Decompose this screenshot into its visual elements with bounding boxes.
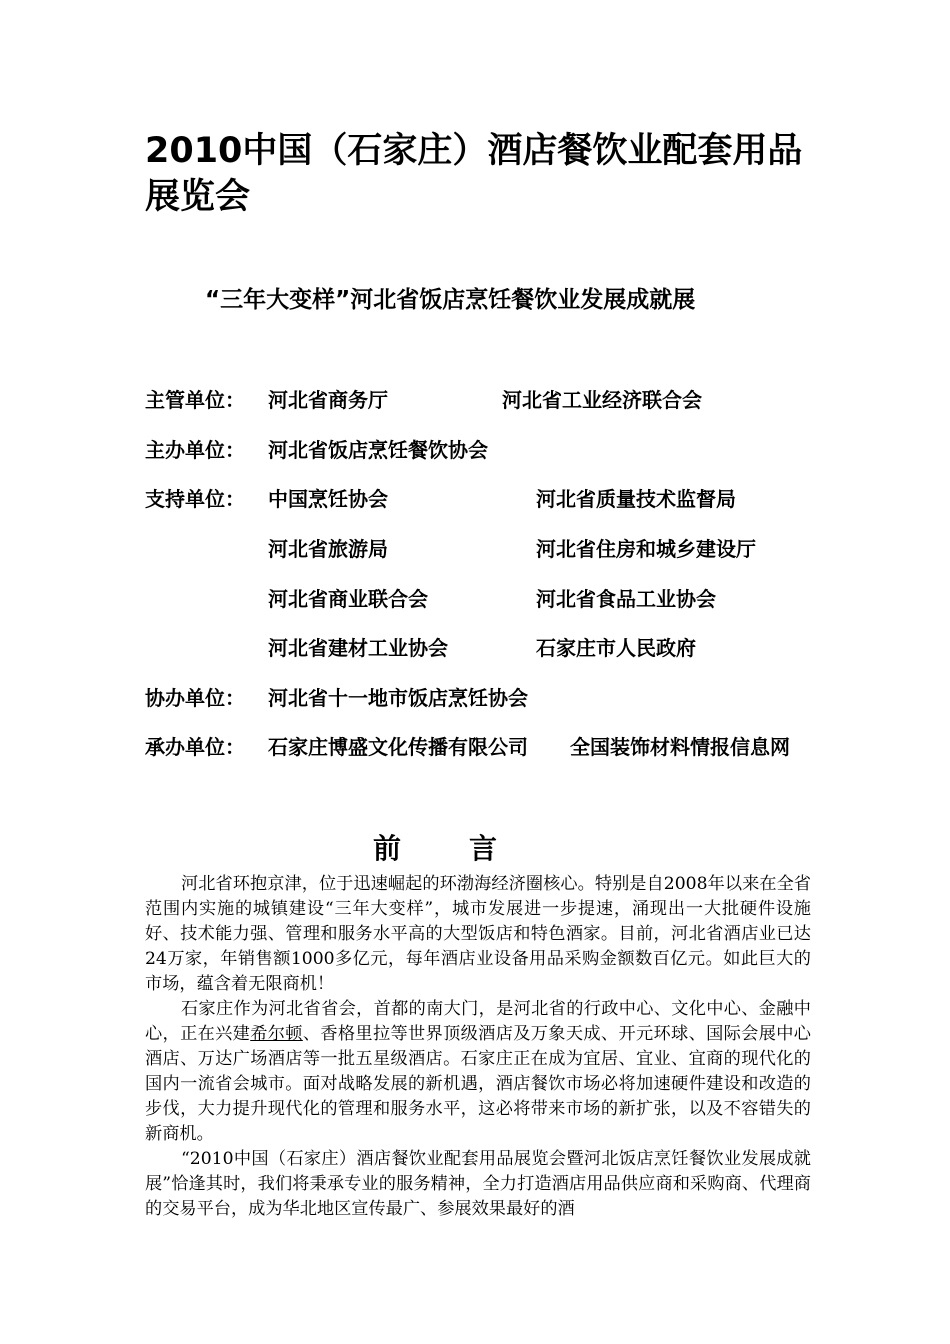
document-subtitle: “三年大变样”河北省饭店烹饪餐饮业发展成就展: [205, 287, 696, 313]
organizer-name: 河北省质量技术监督局: [536, 487, 736, 511]
organizer-label: 承办单位：: [145, 735, 245, 759]
organizer-label: 协办单位：: [145, 686, 245, 710]
organizer-name: 石家庄市人民政府: [536, 636, 696, 660]
organizer-name: 石家庄博盛文化传播有限公司: [268, 735, 528, 759]
foreword-char: 前: [373, 832, 402, 865]
organizer-label: 支持单位：: [145, 487, 245, 511]
organizer-row-support: [145, 632, 845, 664]
organizer-name: 河北省建材工业协会: [268, 636, 448, 660]
organizer-name: 河北省工业经济联合会: [502, 388, 702, 412]
organizer-name: 全国装饰材料情报信息网: [570, 735, 790, 759]
paragraph: “2010中国（石家庄）酒店餐饮业配套用品展览会暨河北饭店烹饪餐饮业发展成就展”恰逢其时，我们将秉承专业的服务精神，全力打造酒店用品供应商和采购商、代理商的交易平台，成为华北地区宣传最广、参展效果最好的酒: [145, 1149, 811, 1219]
document-title: 2010中国（石家庄）酒店餐饮业配套用品展览会: [145, 131, 803, 217]
organizer-row-undertaker: [145, 731, 845, 763]
organizer-label: 主办单位：: [145, 438, 245, 462]
organizer-name: 河北省食品工业协会: [536, 587, 716, 611]
organizer-row-host: [145, 434, 845, 466]
organizer-name: 河北省住房和城乡建设厅: [536, 537, 756, 561]
foreword-char: 言: [469, 832, 498, 865]
organizer-row-support: [145, 533, 845, 565]
paragraph-text: 、香格里拉等世界顶级酒店及万象天成、开元环球、国际会展中心酒店、万达广场酒店等一批五星级酒店。石家庄正在成为宜居、宜业、宜商的现代化的国内一流省会城市。面对战略发展的新机遇，酒店餐饮市场必将加速硬件建设和改造的步伐，大力提升现代化的管理和服务水平，这必将带来市场的新扩张，以及不容错失的新商机。: [145, 1024, 811, 1144]
organizer-row-supervisor: [145, 384, 845, 416]
paragraph: [145, 997, 811, 1147]
paragraph: 河北省环抱京津，位于迅速崛起的环渤海经济圈核心。特别是自2008年以来在全省范围内实施的城镇建设“三年大变样”，城市发展进一步提速，涌现出一大批硬件设施好、技术能力强、管理和服务水平高的大型饭店和特色酒家。目前，河北省酒店业已达 24万家，年销售额1000多亿元，每年酒店业设备用品采购金额数百亿元。如此巨大的市场，蕴含着无限商机！: [145, 874, 811, 994]
organizer-name: 河北省商业联合会: [268, 587, 428, 611]
organizer-row-support: [145, 483, 845, 515]
organizer-name: 河北省十一地市饭店烹饪协会: [268, 686, 528, 710]
foreword-heading: [373, 827, 497, 871]
hilton-link[interactable]: 希尔顿: [250, 1024, 303, 1044]
organizer-name: 河北省旅游局: [268, 537, 388, 561]
organizer-name: 河北省饭店烹饪餐饮协会: [268, 438, 488, 462]
organizer-row-support: [145, 583, 845, 615]
paragraph-text: 石家庄作为河北省省会，首都的南大门，是河北省的行政中心、文化中心、金融中心，正在兴建: [145, 999, 811, 1044]
organizer-name: 中国烹饪协会: [268, 487, 388, 511]
organizer-row-co-organizer: [145, 682, 845, 714]
organizer-name: 河北省商务厅: [268, 388, 388, 412]
organizer-label: 主管单位：: [145, 388, 245, 412]
foreword-body: [145, 872, 811, 1222]
